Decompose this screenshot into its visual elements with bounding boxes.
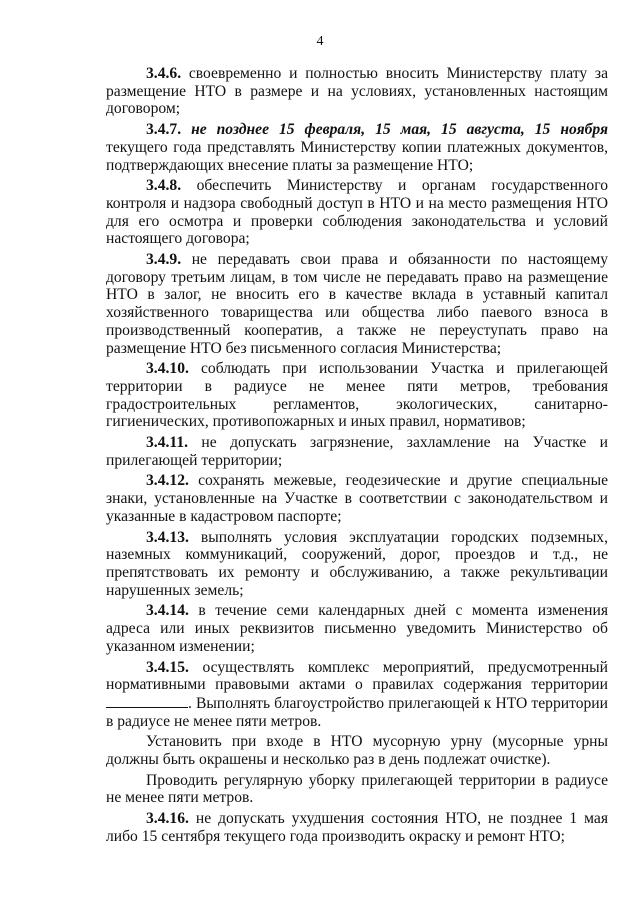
clause-text: своевременно и полностью вносить Министерству плату за размещение НТО в размере и на условиях, установленных настоящим договором;: [106, 65, 608, 118]
clause-paragraph: [106, 177, 608, 248]
clause-text-continued: . Выполнять благоустройство прилегающей к НТО территории в радиусе не менее пяти метров.: [106, 694, 608, 730]
clause-number: 3.4.12.: [146, 472, 189, 490]
clause-paragraph: [106, 810, 608, 845]
clause-text: в течение семи календарных дней с момента изменения адреса или иных реквизитов письменно уведомить Министерство об указанном изменении;: [106, 602, 608, 655]
deadline-dates: не позднее 15 февраля, 15 мая, 15 августа, 15 ноября: [191, 121, 609, 139]
clause-number: 3.4.16.: [146, 810, 189, 828]
clause-paragraph: [106, 251, 608, 357]
clause-number: 3.4.14.: [146, 602, 189, 620]
clause-paragraph: [106, 733, 608, 768]
clause-number: 3.4.6.: [146, 65, 182, 82]
clause-paragraph: [106, 472, 608, 525]
clause-paragraph: [106, 121, 608, 174]
clause-text: не допускать загрязнение, захламление на Участке и прилегающей территории;: [106, 434, 608, 469]
clause-text: выполнять условия эксплуатации городских подземных, наземных коммуникаций, сооружений, дорог, проездов и т.д., не препятствовать их ремонту и обслуживанию, а также рекультивации нарушенных земель;: [106, 528, 608, 599]
clause-text: осуществлять комплекс мероприятий, предусмотренный нормативными правовыми актами о правилах содержания территории: [106, 658, 608, 694]
clause-text: не допускать ухудшения состояния НТО, не позднее 1 мая либо 15 сентября текущего года производить окраску и ремонт НТО;: [106, 810, 609, 845]
clause-number: 3.4.7.: [146, 121, 182, 139]
clause-text: не передавать свои права и обязанности по настоящему договору третьим лицам, в том числе не передавать право на размещение НТО в залог, не вносить его в качестве вклада в уставный капитал хозяйственного товарищества или общества либо паевого взноса в производственный кооператив, а также не переуступать право на размещение НТО без письменного согласия Министерства;: [106, 251, 608, 357]
clause-number: 3.4.8.: [146, 177, 182, 195]
page-number: 4: [316, 34, 324, 49]
clause-number: 3.4.15.: [146, 658, 189, 676]
clause-text: обеспечить Министерству и органам государственного контроля и надзора свободный доступ в НТО и на место размещения НТО для его осмотра и проверки соблюдения законодательства и условий настоящего договора;: [106, 177, 608, 248]
document-body: [106, 65, 608, 849]
clause-paragraph: [106, 65, 608, 118]
clause-text: соблюдать при использовании Участка и прилегающей территории в радиусе не менее пяти метров, требования градостроительных регламентов, экологических, санитарно-гигиенических, противопожарных и иных правил, нормативов;: [106, 360, 608, 431]
clause-paragraph: [106, 602, 608, 655]
clause-paragraph: [106, 434, 608, 469]
clause-text: Установить при входе в НТО мусорную урну (мусорные урны должны быть окрашены и несколько раз в день подлежат очистке).: [106, 733, 608, 769]
clause-paragraph: [106, 360, 608, 431]
clause-number: 3.4.13.: [146, 528, 189, 546]
clause-paragraph: [106, 529, 608, 600]
clause-number: 3.4.11.: [146, 434, 189, 452]
clause-paragraph: [106, 659, 608, 731]
clause-text: Проводить регулярную уборку прилегающей территории в радиусе не менее пяти метров.: [106, 771, 608, 807]
clause-paragraph: [106, 772, 608, 807]
clause-number: 3.4.9.: [146, 251, 182, 269]
blank-fill-line: [106, 694, 188, 708]
clause-text: сохранять межевые, геодезические и другие специальные знаки, установленные на Участке в соответствии с законодательством и указанные в кадастровом паспорте;: [106, 472, 609, 525]
clause-number: 3.4.10.: [146, 360, 189, 378]
clause-text: текущего года представлять Министерству копии платежных документов, подтверждающих внесение платы за размещение НТО;: [106, 138, 608, 174]
